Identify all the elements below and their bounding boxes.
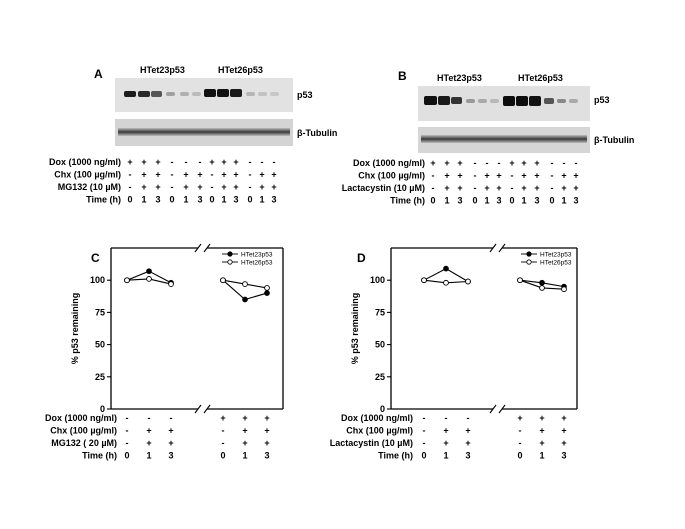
panel-d-condition-cell: + — [539, 438, 545, 448]
panel-c-y-axis-label: % p53 remaining — [70, 292, 80, 365]
panel-d-condition-cell: + — [561, 438, 567, 448]
panel-b-condition-cell: - — [485, 158, 489, 168]
panel-d-point-filled — [540, 280, 545, 285]
panel-a-condition-cell: + — [233, 169, 239, 180]
panel-a-condition-cell: - — [128, 182, 132, 192]
panel-b-cell-line-2: HTet26p53 — [518, 73, 563, 83]
panel-c-point-open — [125, 278, 130, 283]
panel-c — [45, 244, 283, 461]
panel-c-condition-cell: 0 — [220, 450, 226, 461]
panel-b-condition-cell: + — [521, 183, 527, 193]
panel-b-condition-cell: - — [473, 158, 477, 168]
panel-d-point-open — [518, 278, 523, 283]
panel-c-point-open — [221, 278, 226, 283]
panel-d-condition-cell: - — [518, 438, 522, 448]
panel-b-tubulin-band — [421, 135, 587, 143]
panel-c-condition-cell: - — [221, 425, 225, 436]
panel-c-point-open — [169, 282, 174, 287]
panel-c-y-tick-label: 0 — [99, 404, 105, 414]
panel-c-condition-cell: + — [146, 438, 152, 448]
panel-d-condition-cell: 0 — [517, 450, 523, 461]
panel-b-condition-cell: - — [510, 170, 514, 181]
panel-c-condition-row-label: Dox (1000 ng/ml) — [44, 413, 117, 423]
panel-a-condition-cell: - — [184, 157, 188, 167]
panel-d-condition-cell: + — [561, 425, 567, 436]
panel-b-condition-cell: - — [550, 158, 554, 168]
panel-c-legend-marker — [228, 252, 232, 256]
panel-c-y-tick-label: 75 — [94, 307, 105, 318]
panel-b-condition-cell: 1 — [444, 195, 450, 206]
panel-a-condition-cell: + — [233, 157, 239, 167]
panel-d-point-filled — [444, 266, 449, 271]
panel-a-condition-cell: + — [141, 169, 147, 180]
panel-d-condition-cell: 0 — [421, 450, 427, 461]
panel-c-condition-cell: + — [264, 413, 270, 423]
panel-a-condition-row-label: MG132 (10 µM) — [57, 182, 121, 192]
panel-a-condition-cell: - — [170, 182, 174, 192]
panel-c-condition-cell: 1 — [146, 450, 152, 461]
panel-a-condition-cell: 0 — [247, 194, 253, 205]
panel-c-point-open — [265, 286, 270, 291]
panel-c-condition-cell: + — [242, 425, 248, 436]
panel-a-condition-cell: 0 — [127, 194, 133, 205]
panel-d — [330, 244, 577, 461]
panel-a-condition-cell: - — [170, 169, 174, 180]
panel-b-condition-cell: - — [510, 183, 514, 193]
panel-c-condition-cell: - — [125, 438, 129, 448]
panel-c-condition-row-label: Chx (100 µg/ml) — [50, 425, 117, 436]
panel-d-condition-cell: + — [465, 438, 471, 448]
panel-b-condition-cell: - — [574, 158, 578, 168]
panel-a-condition-cell: + — [155, 182, 161, 192]
panel-d-legend-label: HTet23p53 — [540, 251, 572, 259]
panel-a-condition-cell: 3 — [271, 194, 277, 205]
panel-c-condition-cell: + — [168, 425, 174, 436]
panel-d-condition-row-label: Lactacystin (10 µM) — [329, 438, 413, 448]
panel-a-condition-cell: + — [183, 182, 189, 192]
panel-d-y-axis-label: % p53 remaining — [350, 292, 360, 365]
panel-a-condition-cell: + — [141, 182, 147, 192]
panel-b-condition-cell: + — [457, 183, 463, 193]
panel-a-letter: A — [94, 67, 103, 81]
panel-b-condition-cell: 1 — [561, 195, 567, 206]
panel-c-condition-cell: + — [146, 425, 152, 436]
panel-c-condition-cell: - — [221, 438, 225, 448]
panel-a-condition-cell: + — [259, 169, 265, 180]
panel-b-letter: B — [398, 69, 407, 83]
panel-b-condition-cell: + — [534, 158, 540, 168]
panel-a-condition-cell: + — [127, 157, 133, 167]
panel-d-condition-cell: + — [539, 425, 545, 436]
panel-b-condition-row-label: Chx (100 µg/ml) — [358, 170, 425, 181]
panel-b-condition-cell: + — [496, 170, 502, 181]
panel-a-condition-cell: - — [248, 157, 252, 167]
panel-b-condition-cell: 0 — [430, 195, 436, 206]
panel-c-legend-label: HTet23p53 — [241, 251, 273, 259]
panel-c-condition-table — [45, 413, 270, 461]
panel-b-condition-cell: + — [534, 170, 540, 181]
panel-d-point-open — [540, 286, 545, 291]
panel-b-condition-cell: - — [473, 183, 477, 193]
panel-d-point-open — [466, 279, 471, 284]
panel-a-condition-row-label: Time (h) — [86, 194, 121, 205]
panel-c-condition-cell: - — [169, 413, 173, 423]
panel-d-legend-marker — [527, 260, 531, 264]
panel-a-condition-cell: + — [259, 182, 265, 192]
panel-b-condition-cell: + — [430, 158, 436, 168]
panel-d-legend-marker — [527, 252, 531, 256]
panel-d-letter: D — [357, 251, 366, 265]
panel-d-chart — [350, 244, 577, 414]
panel-d-condition-cell: + — [443, 438, 449, 448]
panel-b-condition-cell: + — [484, 170, 490, 181]
panel-b-condition-cell: - — [497, 158, 501, 168]
panel-c-point-filled — [265, 291, 270, 296]
panel-c-condition-cell: 3 — [264, 450, 270, 461]
panel-a-condition-cell: - — [248, 169, 252, 180]
panel-c-condition-row-label: Time (h) — [82, 450, 117, 461]
panel-b-condition-cell: + — [457, 158, 463, 168]
panel-c-point-filled — [147, 269, 152, 274]
panel-d-condition-cell: + — [561, 413, 567, 423]
panel-b-condition-cell: + — [521, 158, 527, 168]
panel-a-condition-cell: - — [198, 157, 202, 167]
panel-b-tubulin-label: β-Tubulin — [594, 135, 635, 145]
panel-b-condition-cell: - — [431, 183, 435, 193]
panel-b-condition-cell: + — [573, 183, 579, 193]
panel-b-condition-cell: - — [473, 170, 477, 181]
panel-b-condition-cell: 3 — [534, 195, 540, 206]
panel-d-condition-cell: - — [518, 425, 522, 436]
panel-b-condition-cell: + — [509, 158, 515, 168]
panel-d-point-open — [562, 287, 567, 292]
panel-a — [49, 65, 337, 205]
panel-a-tubulin-band — [118, 128, 290, 136]
panel-b-condition-cell: 0 — [549, 195, 555, 206]
panel-d-condition-row-label: Dox (1000 ng/ml) — [340, 413, 413, 423]
panel-d-condition-cell: - — [422, 425, 426, 436]
panel-a-condition-cell: - — [272, 157, 276, 167]
panel-c-legend-marker — [228, 260, 232, 264]
panel-b-condition-cell: + — [496, 183, 502, 193]
panel-b-condition-cell: 0 — [509, 195, 515, 206]
panel-d-y-tick-label: 75 — [374, 307, 385, 318]
panel-b-condition-cell: + — [444, 170, 450, 181]
panel-b-condition-cell: - — [431, 170, 435, 181]
panel-c-point-filled — [243, 297, 248, 302]
panel-d-condition-cell: - — [422, 438, 426, 448]
panel-b-condition-cell: + — [534, 183, 540, 193]
panel-c-letter: C — [91, 251, 100, 265]
panel-b-condition-cell: 3 — [496, 195, 502, 206]
panel-a-tubulin-label: β-Tubulin — [297, 128, 338, 138]
panel-d-condition-cell: 3 — [465, 450, 471, 461]
panel-d-condition-cell: + — [517, 413, 523, 423]
panel-c-condition-cell: 3 — [168, 450, 174, 461]
panel-c-y-tick-label: 25 — [94, 371, 105, 382]
panel-d-condition-row-label: Chx (100 µg/ml) — [346, 425, 413, 436]
panel-d-condition-cell: - — [444, 413, 448, 423]
panel-b-condition-cell: + — [444, 183, 450, 193]
panel-a-condition-cell: + — [233, 182, 239, 192]
panel-d-condition-cell: 1 — [539, 450, 545, 461]
panel-a-condition-cell: + — [155, 169, 161, 180]
panel-a-condition-cell: + — [221, 169, 227, 180]
panel-d-condition-cell: 1 — [443, 450, 449, 461]
panel-a-condition-cell: - — [210, 169, 214, 180]
panel-c-condition-cell: + — [242, 413, 248, 423]
panel-a-condition-cell: + — [141, 157, 147, 167]
panel-a-condition-cell: 1 — [141, 194, 147, 205]
panel-b-condition-row-label: Lactacystin (10 µM) — [341, 183, 425, 193]
panel-b-condition-cell: + — [484, 183, 490, 193]
panel-c-condition-cell: - — [147, 413, 151, 423]
panel-d-point-open — [422, 278, 427, 283]
panel-b — [342, 69, 635, 206]
panel-d-condition-cell: - — [422, 413, 426, 423]
panel-d-condition-cell: + — [539, 413, 545, 423]
panel-d-y-tick-label: 25 — [374, 371, 385, 382]
panel-a-condition-table — [49, 157, 277, 205]
panel-a-condition-row-label: Chx (100 µg/ml) — [54, 169, 121, 180]
panel-d-condition-cell: - — [466, 413, 470, 423]
panel-c-condition-cell: 0 — [124, 450, 130, 461]
panel-b-condition-cell: 1 — [521, 195, 527, 206]
panel-a-cell-line-2: HTet26p53 — [218, 65, 263, 75]
panel-d-condition-cell: 3 — [561, 450, 567, 461]
panel-a-p53-label: p53 — [297, 90, 313, 100]
panel-d-y-tick-label: 100 — [369, 275, 385, 286]
panel-a-condition-cell: 0 — [169, 194, 175, 205]
panel-b-condition-cell: + — [561, 183, 567, 193]
panel-d-y-tick-label: 50 — [374, 339, 385, 350]
panel-a-condition-cell: - — [128, 169, 132, 180]
panel-a-cell-line-1: HTet23p53 — [140, 65, 185, 75]
panel-c-condition-cell: + — [168, 438, 174, 448]
panel-b-condition-cell: + — [573, 170, 579, 181]
panel-a-condition-row-label: Dox (1000 ng/ml) — [48, 157, 121, 167]
panel-b-condition-cell: - — [550, 183, 554, 193]
panel-b-condition-cell: 3 — [457, 195, 463, 206]
panel-d-condition-table — [330, 413, 567, 461]
panel-a-condition-cell: 3 — [155, 194, 161, 205]
panel-c-y-tick-label: 50 — [94, 339, 105, 350]
panel-a-condition-cell: + — [155, 157, 161, 167]
panel-d-condition-row-label: Time (h) — [378, 450, 413, 461]
panel-c-condition-cell: + — [264, 425, 270, 436]
panel-a-condition-cell: + — [183, 169, 189, 180]
panel-a-condition-cell: 1 — [221, 194, 227, 205]
panel-d-legend-label: HTet26p53 — [540, 259, 572, 267]
panel-d-condition-cell: + — [443, 425, 449, 436]
panel-a-condition-cell: - — [170, 157, 174, 167]
panel-a-condition-cell: + — [221, 157, 227, 167]
panel-b-condition-cell: - — [562, 158, 566, 168]
panel-d-condition-cell: + — [465, 425, 471, 436]
panel-d-point-open — [444, 280, 449, 285]
panel-b-condition-table — [342, 158, 579, 206]
panel-b-condition-cell: 0 — [472, 195, 478, 206]
panel-a-condition-cell: 1 — [183, 194, 189, 205]
panel-a-condition-cell: + — [209, 157, 215, 167]
panel-b-condition-cell: 1 — [484, 195, 490, 206]
panel-a-condition-cell: - — [210, 182, 214, 192]
panel-a-condition-cell: 0 — [209, 194, 215, 205]
panel-b-condition-cell: + — [457, 170, 463, 181]
panel-a-condition-cell: - — [260, 157, 264, 167]
panel-a-condition-cell: + — [271, 169, 277, 180]
panel-a-condition-cell: + — [197, 169, 203, 180]
panel-a-condition-cell: + — [221, 182, 227, 192]
panel-b-condition-cell: + — [444, 158, 450, 168]
panel-c-y-tick-label: 100 — [89, 275, 105, 286]
panel-b-condition-row-label: Time (h) — [390, 195, 425, 206]
panel-b-cell-line-1: HTet23p53 — [437, 73, 482, 83]
panel-b-condition-cell: + — [561, 170, 567, 181]
panel-c-condition-cell: + — [220, 413, 226, 423]
panel-a-condition-cell: 3 — [233, 194, 239, 205]
panel-c-point-open — [243, 282, 248, 287]
panel-a-condition-cell: - — [248, 182, 252, 192]
panel-a-condition-cell: 3 — [197, 194, 203, 205]
panel-c-condition-cell: + — [264, 438, 270, 448]
panel-c-point-open — [147, 277, 152, 282]
panel-b-condition-cell: 3 — [573, 195, 579, 206]
panel-a-condition-cell: + — [197, 182, 203, 192]
panel-b-condition-row-label: Dox (1000 ng/ml) — [352, 158, 425, 168]
panel-a-condition-cell: 1 — [259, 194, 265, 205]
panel-c-condition-row-label: MG132 ( 20 µM) — [51, 438, 117, 448]
panel-b-condition-cell: + — [521, 170, 527, 181]
panel-c-condition-cell: - — [125, 413, 129, 423]
panel-c-chart — [70, 244, 283, 414]
panel-d-y-tick-label: 0 — [379, 404, 385, 414]
panel-c-legend-label: HTet26p53 — [241, 259, 273, 267]
panel-b-p53-label: p53 — [594, 95, 610, 105]
panel-b-condition-cell: - — [550, 170, 554, 181]
panel-c-condition-cell: 1 — [242, 450, 248, 461]
panel-c-condition-cell: + — [242, 438, 248, 448]
panel-a-condition-cell: + — [271, 182, 277, 192]
panel-c-condition-cell: - — [125, 425, 129, 436]
